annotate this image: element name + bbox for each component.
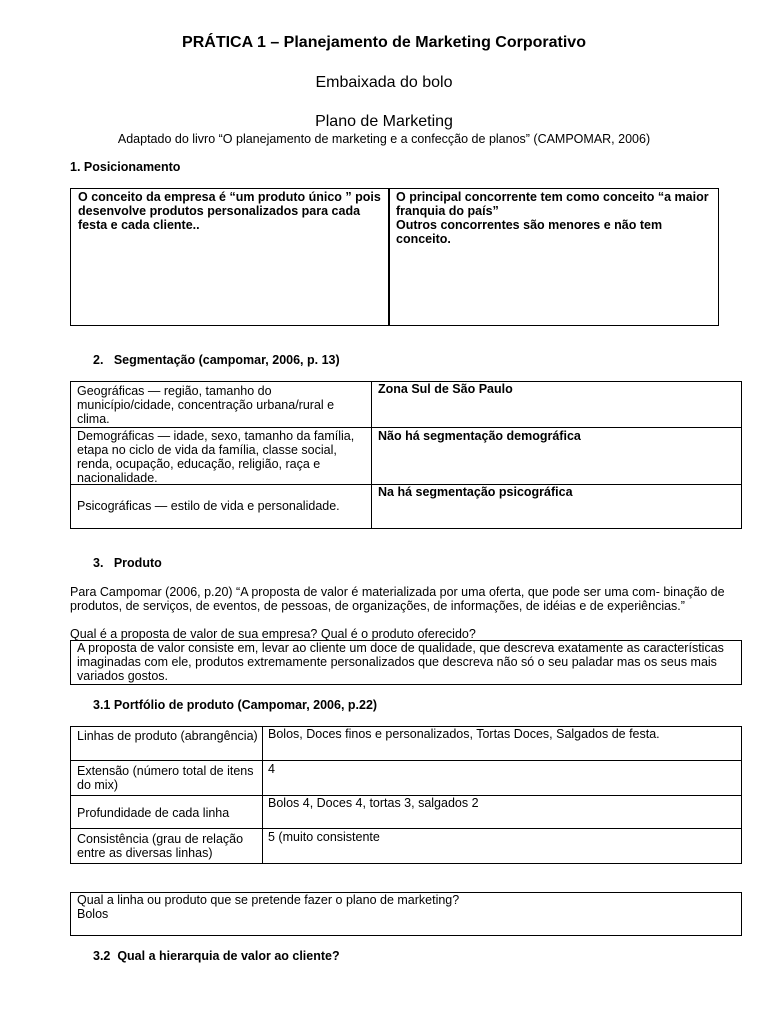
section-32-heading: 3.2 Qual a hierarquia de valor ao cliente? [93,949,340,963]
seg-demo-label: Demográficas — idade, sexo, tamanho da família, etapa no ciclo de vida da família, classe social, renda, ocupação, educação, religião, raça e nacionalidade. [77,429,355,485]
competitor-line-1: O principal concorrente tem como conceito “a maior franquia do país” [396,190,709,218]
section-2-heading: 2. Segmentação (campomar, 2006, p. 13) [93,353,340,367]
value-proposition-question: Qual é a proposta de valor de sua empresa? Qual é o produto oferecido? [70,627,476,641]
portfolio-lines-label: Linhas de produto (abrangência) [77,729,258,743]
portfolio-depth-label: Profundidade de cada linha [77,806,230,820]
target-line-answer: Bolos [77,907,109,921]
value-proposition-answer: A proposta de valor consiste em, levar ao cliente um doce de qualidade, que descreva exatamente as características imaginadas com ele, produtos extremamente personalizados que descreva não só o seu paladar mas os seus mais variados gostos. [77,641,724,683]
plan-title: Plano de Marketing [315,113,453,130]
portfolio-extension-value: 4 [268,762,275,776]
segmentation-row-line [70,427,742,428]
portfolio-row-line [70,828,742,829]
positioning-company: O conceito da empresa é “um produto único ” pois desenvolve produtos personalizados para cada festa e cada cliente.. [78,190,381,232]
competitor-line-2: Outros concorrentes são menores e não tem conceito. [396,218,663,246]
portfolio-consistency-value: 5 (muito consistente [268,830,380,844]
seg-psycho-label: Psicográficas — estilo de vida e personalidade. [77,499,340,513]
target-line-question: Qual a linha ou produto que se pretende fazer o plano de marketing? [77,893,460,907]
positioning-divider [388,188,390,326]
segmentation-divider [371,381,372,529]
seg-psycho-value: Na há segmentação psicográfica [378,485,573,499]
portfolio-depth-value: Bolos 4, Doces 4, tortas 3, salgados 2 [268,796,479,810]
seg-demo-value: Não há segmentação demográfica [378,429,581,443]
portfolio-row-line [70,760,742,761]
portfolio-consistency-label: Consistência (grau de relação entre as diversas linhas) [77,832,244,860]
section-3-heading: 3. Produto [93,556,162,570]
seg-geo-label: Geográficas — região, tamanho do município/cidade, concentração urbana/rural e clima. [77,384,335,426]
product-quote: Para Campomar (2006, p.20) “A proposta de valor é materializada por uma oferta, que pode ser uma com- binação de produtos, de serviços, de eventos, de pessoas, de organizações, de informações, de idéias e de experiências.” [70,585,725,613]
section-1-heading: 1. Posicionamento [70,160,181,174]
seg-geo-value: Zona Sul de São Paulo [378,382,513,396]
company-name: Embaixada do bolo [315,74,453,91]
portfolio-lines-value: Bolos, Doces finos e personalizados, Tortas Doces, Salgados de festa. [268,727,660,741]
portfolio-extension-label: Extensão (número total de itens do mix) [77,764,254,792]
section-31-heading: 3.1 Portfólio de produto (Campomar, 2006, p.22) [93,698,378,712]
page-title: PRÁTICA 1 – Planejamento de Marketing Corporativo [182,34,586,51]
adapted-note: Adaptado do livro “O planejamento de marketing e a confecção de planos” (CAMPOMAR, 2006) [117,132,651,146]
positioning-competitor [396,190,714,246]
